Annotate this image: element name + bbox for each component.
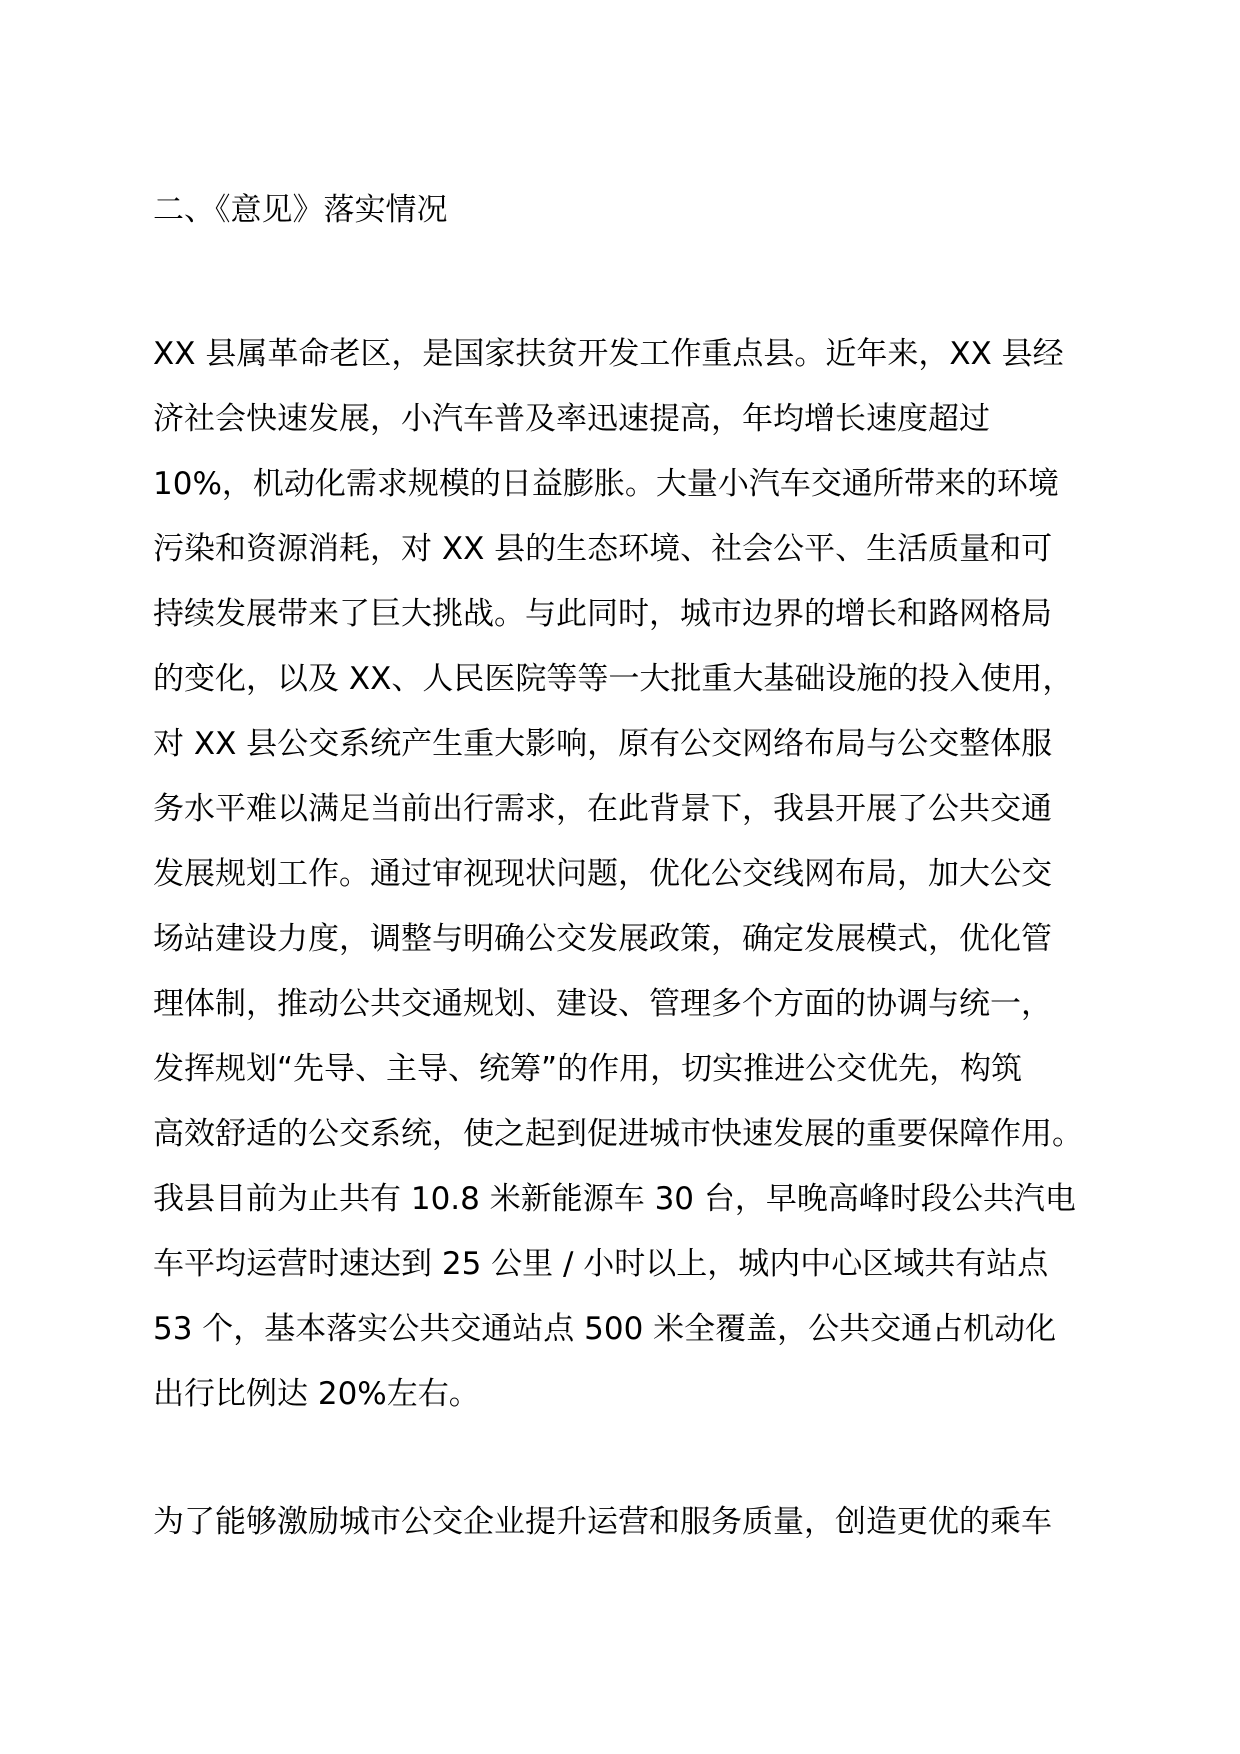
text-line: 污染和资源消耗，对 XX 县的生态环境、社会公平、生活质量和可 bbox=[153, 531, 1053, 567]
text-line: 10%，机动化需求规模的日益膨胀。大量小汽车交通所带来的环境 bbox=[153, 466, 1059, 502]
text-line: 出行比例达 20%左右。 bbox=[153, 1376, 480, 1412]
text-line: 持续发展带来了巨大挑战。与此同时，城市边界的增长和路网格局 bbox=[153, 596, 1052, 632]
text-line: 济社会快速发展，小汽车普及率迅速提高，年均增长速度超过 bbox=[153, 401, 990, 437]
text-line: XX 县属革命老区，是国家扶贫开发工作重点县。近年来，XX 县经 bbox=[153, 336, 1064, 372]
text-line: 53 个，基本落实公共交通站点 500 米全覆盖，公共交通占机动化 bbox=[153, 1311, 1057, 1347]
text-line: 发挥规划“先导、主导、统筹”的作用，切实推进公交优先，构筑 bbox=[153, 1051, 1023, 1087]
text-line: 务水平难以满足当前出行需求，在此背景下，我县开展了公共交通 bbox=[153, 791, 1052, 827]
section-heading: 二、《意见》落实情况 bbox=[153, 192, 448, 228]
paragraph-implementation bbox=[153, 322, 1083, 1427]
text-line: 对 XX 县公交系统产生重大影响，原有公交网络布局与公交整体服 bbox=[153, 726, 1053, 762]
text-line: 理体制，推动公共交通规划、建设、管理多个方面的协调与统一， bbox=[153, 986, 1052, 1022]
text-line: 场站建设力度，调整与明确公交发展政策，确定发展模式，优化管 bbox=[153, 921, 1052, 957]
text-line: 我县目前为止共有 10.8 米新能源车 30 台，早晚高峰时段公共汽电 bbox=[153, 1181, 1076, 1217]
text-line: 高效舒适的公交系统，使之起到促进城市快速发展的重要保障作用。 bbox=[153, 1116, 1083, 1152]
text-line: 的变化，以及 XX、人民医院等等一大批重大基础设施的投入使用， bbox=[153, 661, 1074, 697]
text-line: 为了能够激励城市公交企业提升运营和服务质量，创造更优的乘车 bbox=[153, 1504, 1052, 1540]
paragraph-incentive bbox=[153, 1490, 1052, 1555]
text-line: 车平均运营时速达到 25 公里 / 小时以上，城内中心区域共有站点 bbox=[153, 1246, 1049, 1282]
text-line: 发展规划工作。通过审视现状问题，优化公交线网布局，加大公交 bbox=[153, 856, 1052, 892]
